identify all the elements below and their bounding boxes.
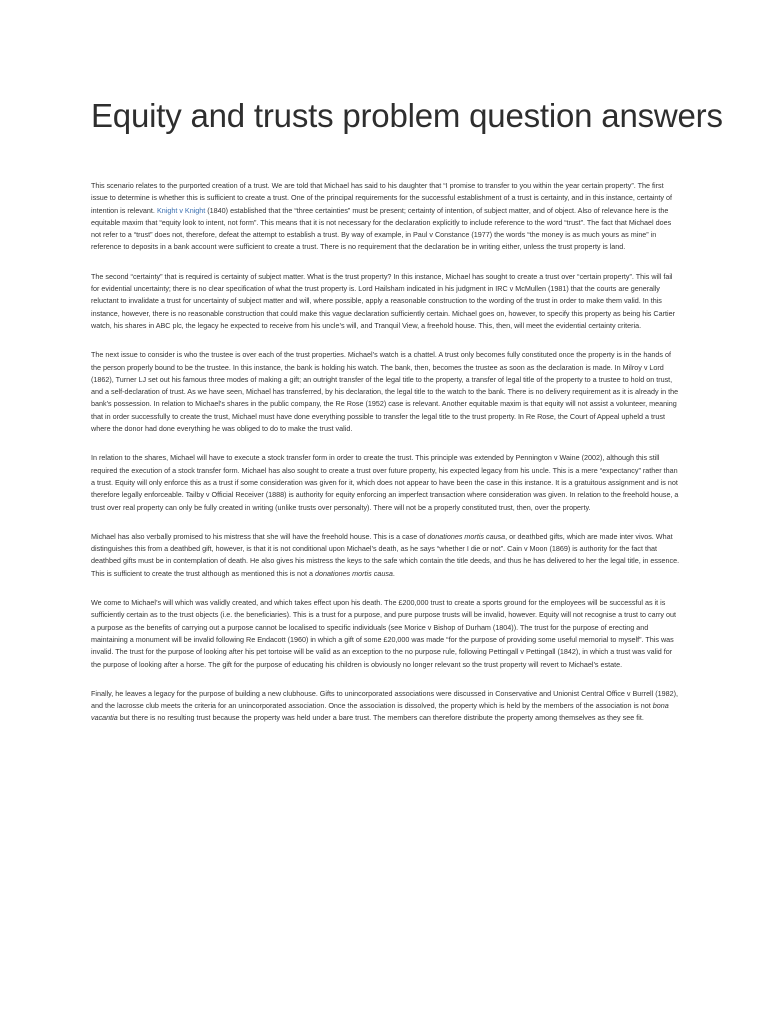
paragraph-text: We come to Michael’s will which was validly created, and which takes effect upon his death. The £200,000 trust to create a sports ground for the employees will be successful as it is sufficiently certain as to the trust objects (i.e. the beneficiaries). This is a trust for a purpose, and pure purpose trusts will be invalid, however. Equity will not recognise a trust to carry out a purpose as the benefits of carrying out a purpose cannot be localised to specific individuals (see Morice v Bishop of Durham (1804)). The trust for the purpose of erecting and maintaining a monument will be invalid following Re Endacott (1960) in which a gift of some £20,000 was made “for the purpose of providing some useful memorial to myself”. This was invalid. The trust for the purpose of looking after his pet tortoise will be valid as an exception to the no purpose rule, following Pettingall v Pettingall (1842), in which a trust was valid for the purpose of looking after a horse. The gift for the purpose of educating his children is obviously no longer relevant so the trust property will revert to Michael’s estate. (91, 598, 676, 669)
paragraph-text: . (392, 568, 395, 578)
body-paragraph (91, 271, 681, 332)
paragraph-text: , or deathbed gifts, which are made inter vivos. What distinguishes this from a deathbed gift, however, is that it is not conditional upon Michael’s death, as he says “whether I die or not”. Cain v Moon (1869) is authority for the fact that deathbed gifts must be in contemplation of death. He also gives his mistress the keys to the safe which contain the title deeds, and thus he has delivered to her the legal title, in essence. This is sufficient to create the trust although as mentioned this is not a (91, 531, 680, 578)
italic-term: bona vacantia (91, 701, 669, 723)
page-title: Equity and trusts problem question answers (91, 97, 723, 134)
paragraph-text: Michael has also verbally promised to his mistress that she will have the freehold house. This is a case of (91, 531, 428, 541)
paragraph-text: Finally, he leaves a legacy for the purpose of building a new clubhouse. Gifts to unincorporated associations were discussed in Conservative and Unionist Central Office v Burrell (1982), and the lacrosse club meets the criteria for an unincorporated association. Once the association is dissolved, the property which is held by the members of the association is not (91, 688, 679, 711)
italic-term: donationes mortis causa (427, 531, 506, 541)
body-paragraph (91, 180, 681, 254)
paragraph-text: but there is no resulting trust because the property was held under a bare trust. The members can therefore distribute the property among themselves as they see fit. (117, 713, 644, 723)
paragraph-text: (1840) established that the “three certainties” must be present; certainty of intention, of subject matter, and of object. Also of relevance here is the equitable maxim that “equity look to intent, not form”. This means that it is not necessary for the declaration explicitly to include reference to the word “trust”. The fact that Michael does not refer to a “trust” does not, therefore, defeat the attempt to establish a trust. By way of example, in Paul v Constance (1977) the words “the money is as much yours as mine” in reference to deposits in a bank account were sufficient to create a trust. There is no requirement that the declaration be in writing either, unless the trust property is land. (91, 205, 672, 252)
case-link[interactable]: Knight v Knight (156, 205, 206, 215)
document-body (91, 180, 681, 742)
body-paragraph (91, 531, 681, 580)
body-paragraph (91, 688, 681, 725)
paragraph-text: In relation to the shares, Michael will have to execute a stock transfer form in order to create the trust. This principle was extended by Pennington v Waine (2002), although this still required the execution of a stock transfer form. Michael has also sought to create a trust over future property, his expected legacy from his uncle. This is a mere “expectancy” rather than a trust. Equity will only enforce this as a trust if some consideration was given for it, which does not appear to have been the case in this instance. It is a gratuitous assignment and is not therefore legally enforceable. Tailby v Official Receiver (1888) is authority for equity enforcing an imperfect transaction where consideration was given. In relation to the freehold house, a trust over real property can only be fully created in writing (unlike trusts over personalty). There will not be a properly constituted trust, then, over the property. (91, 453, 679, 512)
paragraph-text: This scenario relates to the purported creation of a trust. We are told that Michael has said to his daughter that “I promise to transfer to you within the year certain property”. The first issue to determine is whether this is sufficient to create a trust. One of the principal requirements for the successful establishment of a trust is certainty, and in this instance, certainty of intention is relevant. (91, 181, 673, 215)
italic-term: donationes mortis causa (315, 568, 393, 578)
paragraph-text: The next issue to consider is who the trustee is over each of the trust properties. Michael’s watch is a chattel. A trust only becomes fully constituted once the property is in the hands of the person properly bound to be the trustee. In this instance, the bank is holding his watch. The bank, then, becomes the trustee as soon as the declaration is made. In Milroy v Lord (1862), Turner LJ set out his famous three modes of making a gift; an outright transfer of the legal title to the property, a transfer of legal title of the property to a trustee to hold on trust, and a self-declaration of trust. As we have seen, Michael has transferred, by his declaration, the legal title to the watch to the bank. There is no delivery requirement as it is already in the bank’s possession. In relation to Michael’s shares in the public company, the Re Rose (1952) case is relevant. Another equitable maxim is that equity will not assist a volunteer, meaning that in order successfully to create the trust, Michael must have done everything possible to transfer the legal title to the trust property. In Re Rose, the Court of Appeal upheld a trust where the donor had done everything he was obliged to do to make the trust valid. (91, 350, 679, 434)
paragraph-text: The second “certainty” that is required is certainty of subject matter. What is the trust property? In this instance, Michael has sought to create a trust over “certain property”. This will fail for evidential uncertainty; there is no clear specification of what the trust property is. Lord Hailsham indicated in his judgment in IRC v McMullen (1981) that the courts are generally reluctant to invalidate a trust for uncertainty of subject matter and will, where possible, apply a reasonable construction to the wording of the trust in order to make them valid. In this instance, however, there is no reasonable construction that could make this vague declaration sufficiently certain. Michael goes on, however, to specify this property as being his Cartier watch, his shares in ABC plc, the legacy he expected to receive from his uncle’s will, and Tranquil View, a freehold house. This, then, will meet the evidential certainty criteria. (91, 271, 675, 330)
body-paragraph (91, 349, 681, 435)
body-paragraph (91, 597, 681, 671)
body-paragraph (91, 452, 681, 513)
